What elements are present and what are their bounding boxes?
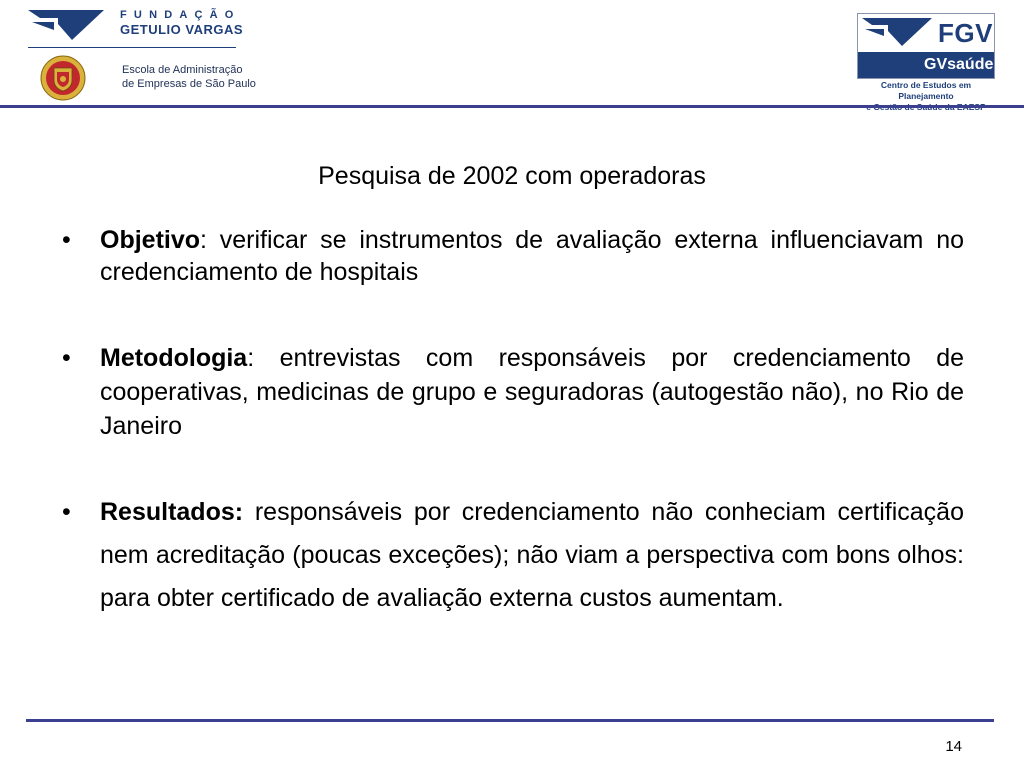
bullet-term: Objetivo: [100, 226, 201, 254]
gvsaude-caption-line1: Centro de Estudos em Planejamento: [880, 80, 972, 101]
eaesp-name-line2: de Empresas de São Paulo: [122, 78, 256, 90]
bullet-marker: •: [62, 498, 71, 526]
bullet-text: : verificar se instrumentos de avaliação externa influenciavam no credenciamento de hospitais: [100, 226, 964, 286]
slide-header: [0, 0, 1024, 110]
footer-rule: [26, 719, 994, 722]
fgv-logo-small-icon: [862, 18, 932, 46]
fgv-wordmark: [120, 8, 243, 38]
bullet-term: Resultados:: [100, 498, 244, 526]
gvsaude-logo-top: [858, 14, 994, 52]
header-left-divider: [28, 47, 236, 48]
eaesp-name: [122, 63, 256, 91]
gvsaude-logo: [857, 13, 995, 79]
bullet-text: responsáveis por credenciamento não conheciam certificação nem acreditação (poucas exceções); não viam a perspectiva com bons olhos: para obter certificado de avaliação externa custos aumentam.: [100, 498, 964, 612]
bullet-term: Metodologia: [100, 344, 248, 372]
page-number: 14: [945, 738, 962, 755]
eaesp-name-line1: Escola de Administração: [122, 64, 243, 76]
bullet-marker: •: [62, 344, 71, 372]
bullet-item-metodologia: [62, 341, 964, 443]
bullet-list: [62, 224, 964, 620]
eaesp-seal-icon: [40, 55, 86, 101]
slide-title: Pesquisa de 2002 com operadoras: [318, 162, 706, 190]
bullet-text: : entrevistas com responsáveis por credenciamento de cooperativas, medicinas de grupo e seguradoras (autogestão não), no Rio de Janeiro: [100, 344, 964, 440]
fgv-logo-icon: [28, 10, 104, 40]
bullet-marker: •: [62, 226, 71, 254]
bullet-item-resultados: [62, 491, 964, 620]
gvsaude-logo-name: GVsaúde: [858, 52, 994, 78]
gvsaude-caption: [856, 80, 996, 113]
bullet-item-objetivo: [62, 224, 964, 288]
header-rule: [0, 105, 1024, 108]
gvsaude-logo-fgv: FGV: [938, 18, 993, 48]
fgv-wordmark-line2: GETULIO VARGAS: [120, 22, 244, 37]
fgv-wordmark-line1: FUNDAÇÃO: [120, 9, 241, 21]
